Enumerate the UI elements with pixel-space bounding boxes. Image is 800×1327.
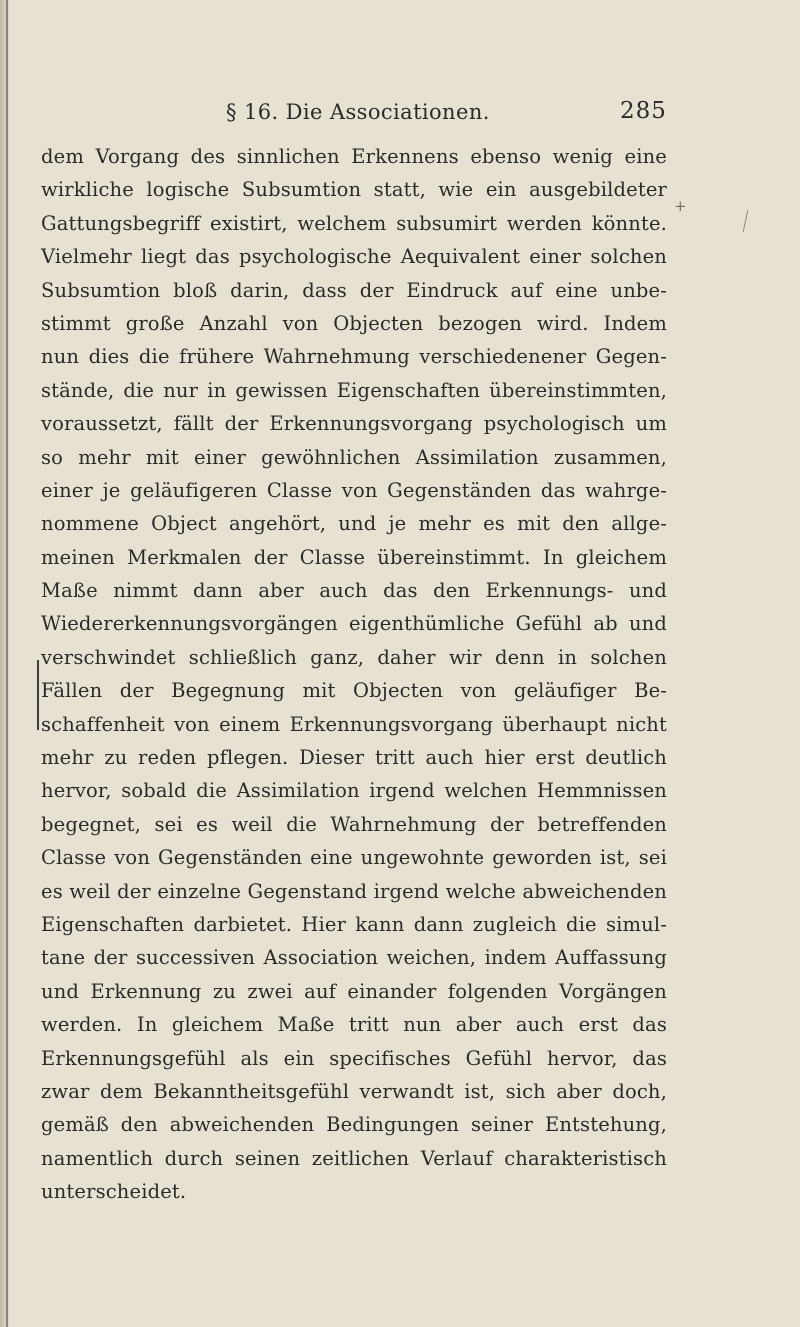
text-line: stimmt große Anzahl von Objecten bezogen wird. Indem bbox=[41, 311, 667, 335]
text-line: Gattungsbegriff existirt, welchem subsumirt werden könnte. bbox=[41, 211, 667, 235]
text-line: dem Vorgang des sinnlichen Erkennens ebenso wenig eine bbox=[41, 145, 667, 168]
margin-pencil-stroke bbox=[743, 210, 749, 232]
text-line: begegnet, sei es weil die Wahrnehmung der betreffenden bbox=[41, 812, 667, 836]
text-line: Eigenschaften darbietet. Hier kann dann zugleich die simul- bbox=[41, 912, 667, 936]
text-line: mehr zu reden pflegen. Dieser tritt auch hier erst deutlich bbox=[41, 746, 667, 770]
text-line: Fällen der Begegnung mit Objecten von geläufiger Be- bbox=[41, 679, 667, 703]
text-line: meinen Merkmalen der Classe übereinstimmt. In gleichem bbox=[41, 545, 667, 569]
text-line: Wiedererkennungsvorgängen eigenthümliche Gefühl ab und bbox=[41, 612, 667, 636]
text-line: voraussetzt, fällt der Erkennungsvorgang psychologisch um bbox=[41, 412, 667, 436]
text-line: wirkliche logische Subsumtion statt, wie ein ausgebildeter bbox=[41, 178, 667, 202]
text-line: verschwindet schließlich ganz, daher wir denn in solchen bbox=[41, 645, 667, 669]
page-number: 285 bbox=[620, 98, 667, 124]
text-line: unterscheidet. bbox=[41, 1180, 187, 1204]
text-line: tane der successiven Association weichen, indem Auffassung bbox=[41, 946, 667, 970]
text-line: nun dies die frühere Wahrnehmung verschiedenener Gegen- bbox=[41, 345, 667, 369]
text-line: gemäß den abweichenden Bedingungen seiner Entstehung, bbox=[41, 1113, 667, 1137]
body-paragraph bbox=[41, 140, 667, 1209]
text-line: und Erkennung zu zwei auf einander folgenden Vorgängen bbox=[41, 979, 667, 1003]
text-line: stände, die nur in gewissen Eigenschaften übereinstimmten, bbox=[41, 378, 667, 402]
text-line: werden. In gleichem Maße tritt nun aber auch erst das bbox=[41, 1013, 667, 1037]
text-line: Erkennungsgefühl als ein specifisches Gefühl hervor, das bbox=[41, 1046, 667, 1070]
text-line: es weil der einzelne Gegenstand irgend welche abweichenden bbox=[41, 879, 667, 903]
page-left-edge-shadow bbox=[0, 0, 10, 1327]
page-binding-line bbox=[6, 0, 8, 1327]
text-line: so mehr mit einer gewöhnlichen Assimilation zusammen, bbox=[41, 445, 667, 469]
margin-vertical-bar bbox=[37, 660, 39, 730]
text-line: Subsumtion bloß darin, dass der Eindruck auf eine unbe- bbox=[41, 278, 667, 302]
text-line: Maße nimmt dann aber auch das den Erkennungs- und bbox=[41, 579, 667, 603]
text-line: Classe von Gegenständen eine ungewohnte geworden ist, sei bbox=[41, 846, 667, 870]
text-line: einer je geläufigeren Classe von Gegenständen das wahrge- bbox=[41, 478, 667, 502]
text-line: namentlich durch seinen zeitlichen Verlauf charakteristisch bbox=[41, 1146, 667, 1170]
text-line: hervor, sobald die Assimilation irgend welchen Hemmnissen bbox=[41, 779, 667, 803]
margin-pencil-mark: + bbox=[674, 197, 687, 215]
text-line: schaffenheit von einem Erkennungsvorgang überhaupt nicht bbox=[41, 712, 667, 736]
running-header: § 16. Die Associationen. bbox=[226, 100, 490, 124]
text-line: zwar dem Bekanntheitsgefühl verwandt ist, sich aber doch, bbox=[41, 1079, 667, 1103]
text-line: nommene Object angehört, und je mehr es mit den allge- bbox=[41, 512, 667, 536]
text-line: Vielmehr liegt das psychologische Aequivalent einer solchen bbox=[41, 245, 667, 269]
